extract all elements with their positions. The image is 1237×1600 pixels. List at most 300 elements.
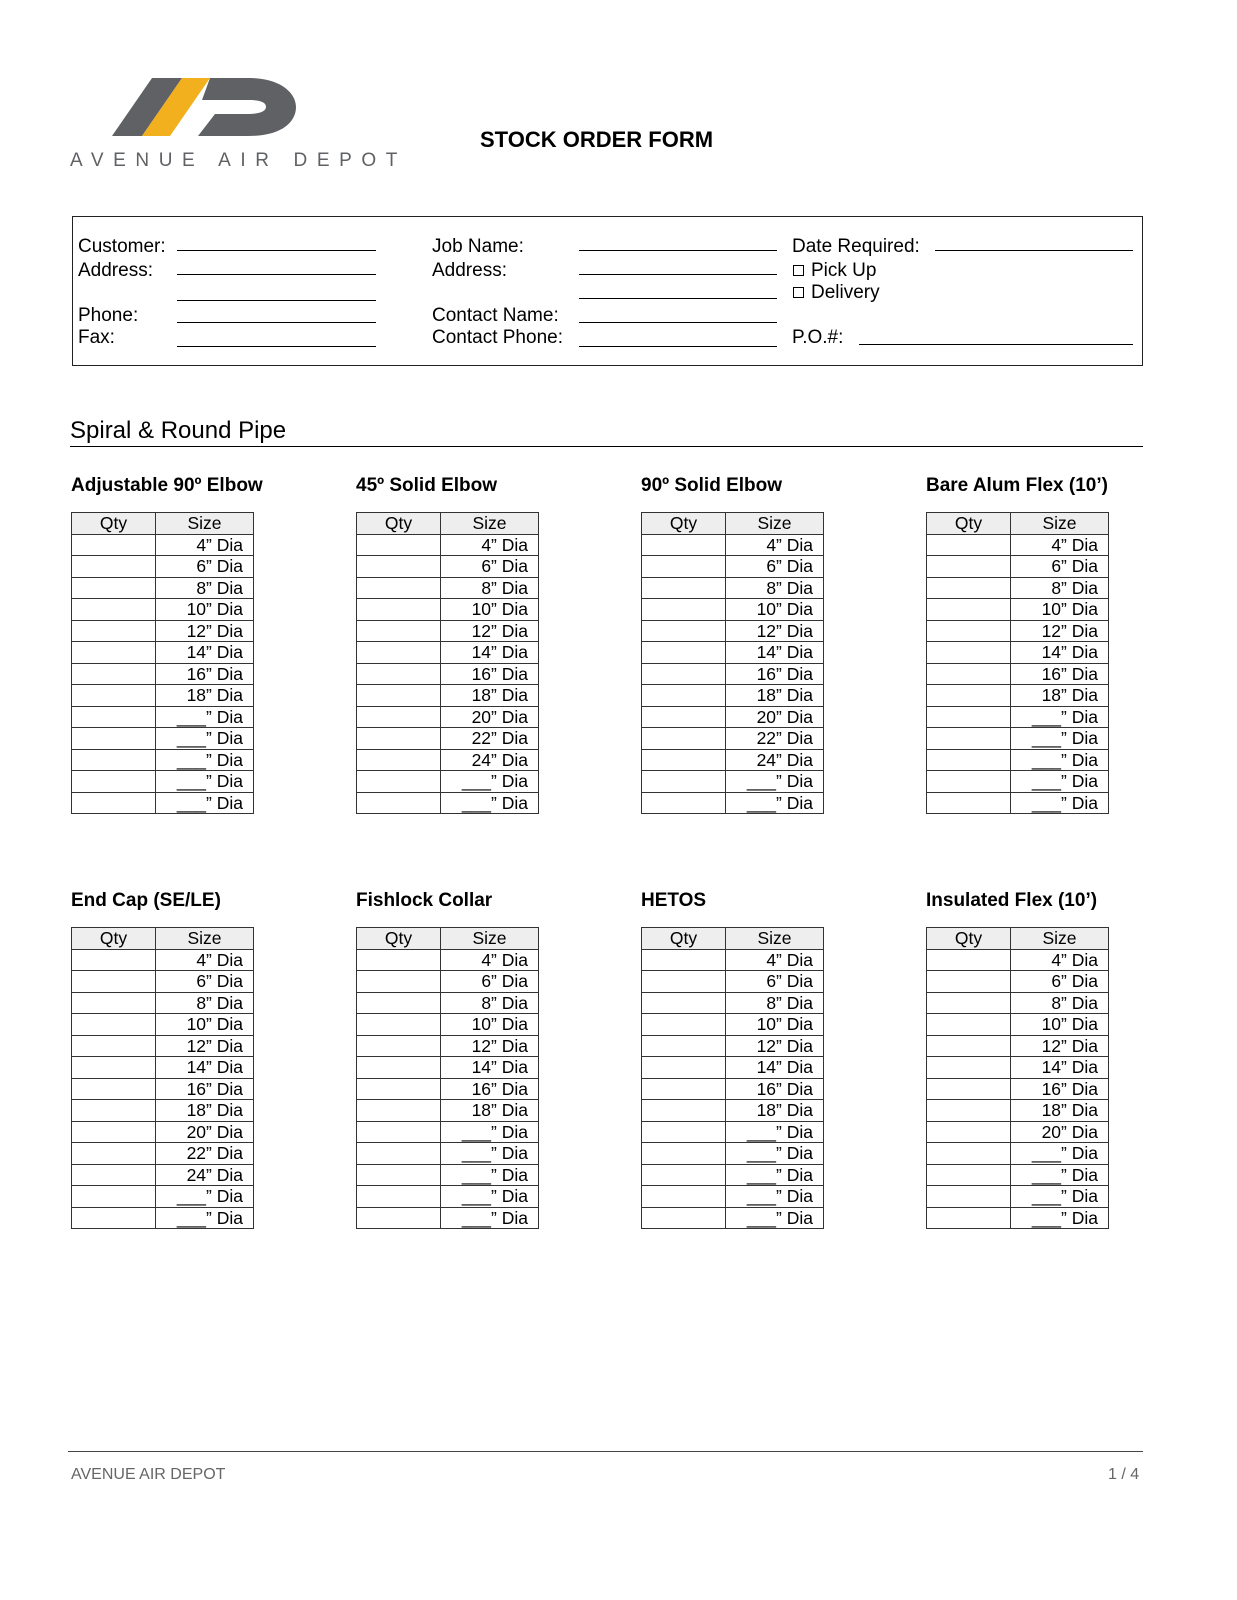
qty-cell[interactable] xyxy=(642,1186,726,1208)
job-name-label: Job Name: xyxy=(432,236,524,257)
job-name-field[interactable] xyxy=(579,250,777,251)
qty-cell[interactable] xyxy=(642,949,726,971)
table-row xyxy=(642,534,824,556)
qty-cell[interactable] xyxy=(927,949,1011,971)
size-cell: 10” Dia xyxy=(1011,1014,1109,1036)
logo-text: AVENUE AIR DEPOT xyxy=(70,150,407,171)
size-cell: 6” Dia xyxy=(1011,971,1109,993)
qty-cell[interactable] xyxy=(642,706,726,728)
table-row xyxy=(357,792,539,814)
qty-cell[interactable] xyxy=(357,534,441,556)
table-title: Adjustable 90º Elbow xyxy=(71,475,263,496)
address-field[interactable] xyxy=(177,274,376,275)
size-cell: 22” Dia xyxy=(441,728,539,750)
size-cell: 10” Dia xyxy=(1011,599,1109,621)
size-cell: ___” Dia xyxy=(1011,749,1109,771)
table-header-row xyxy=(357,513,539,535)
table-row xyxy=(357,1121,539,1143)
qty-cell[interactable] xyxy=(357,1078,441,1100)
size-cell: 4” Dia xyxy=(441,534,539,556)
qty-cell[interactable] xyxy=(357,728,441,750)
qty-cell[interactable] xyxy=(642,1014,726,1036)
table-row xyxy=(927,534,1109,556)
qty-cell[interactable] xyxy=(357,1207,441,1229)
table-row xyxy=(357,771,539,793)
customer-field[interactable] xyxy=(177,250,376,251)
qty-cell[interactable] xyxy=(72,1100,156,1122)
qty-cell[interactable] xyxy=(72,1207,156,1229)
qty-cell[interactable] xyxy=(927,1164,1011,1186)
qty-cell[interactable] xyxy=(72,949,156,971)
company-logo xyxy=(70,78,407,174)
table-row xyxy=(642,706,824,728)
qty-cell[interactable] xyxy=(927,1207,1011,1229)
table-row xyxy=(357,1207,539,1229)
qty-cell[interactable] xyxy=(72,728,156,750)
qty-cell[interactable] xyxy=(927,792,1011,814)
size-cell: ___” Dia xyxy=(1011,771,1109,793)
size-cell: ___” Dia xyxy=(726,771,824,793)
qty-cell[interactable] xyxy=(642,992,726,1014)
table-row xyxy=(72,1143,254,1165)
table-row xyxy=(642,949,824,971)
size-cell: 6” Dia xyxy=(726,971,824,993)
qty-cell[interactable] xyxy=(927,706,1011,728)
qty-cell[interactable] xyxy=(642,728,726,750)
pick-up-checkbox[interactable] xyxy=(793,265,804,276)
size-cell: 12” Dia xyxy=(441,1035,539,1057)
qty-cell[interactable] xyxy=(927,749,1011,771)
qty-cell[interactable] xyxy=(642,556,726,578)
size-cell: ___” Dia xyxy=(1011,1186,1109,1208)
qty-header: Qty xyxy=(72,513,156,535)
qty-cell[interactable] xyxy=(642,792,726,814)
size-cell: 14” Dia xyxy=(726,642,824,664)
qty-header: Qty xyxy=(642,513,726,535)
order-table xyxy=(356,927,539,1229)
size-cell: 12” Dia xyxy=(441,620,539,642)
size-cell: ___” Dia xyxy=(156,706,254,728)
qty-cell[interactable] xyxy=(72,642,156,664)
fax-label: Fax: xyxy=(78,327,115,348)
table-row xyxy=(72,1186,254,1208)
page-title: STOCK ORDER FORM xyxy=(480,127,714,152)
size-cell: 18” Dia xyxy=(441,685,539,707)
size-cell: ___” Dia xyxy=(726,1164,824,1186)
qty-cell[interactable] xyxy=(642,1164,726,1186)
table-row xyxy=(357,1035,539,1057)
section-title: Spiral & Round Pipe xyxy=(70,417,287,444)
qty-cell[interactable] xyxy=(357,620,441,642)
qty-cell[interactable] xyxy=(72,1143,156,1165)
qty-cell[interactable] xyxy=(72,1186,156,1208)
table-row xyxy=(642,1121,824,1143)
qty-cell[interactable] xyxy=(72,1121,156,1143)
page-number: 1 / 4 xyxy=(1108,1466,1140,1483)
date-required-field[interactable] xyxy=(935,250,1133,251)
job-address-field-2[interactable] xyxy=(579,298,777,299)
table-row xyxy=(927,1121,1109,1143)
table-row xyxy=(642,663,824,685)
table-row xyxy=(927,1143,1109,1165)
pick-up-label: Pick Up xyxy=(811,260,877,281)
qty-cell[interactable] xyxy=(357,1014,441,1036)
delivery-option[interactable] xyxy=(793,282,880,304)
qty-cell[interactable] xyxy=(642,1035,726,1057)
size-cell: ___” Dia xyxy=(726,1121,824,1143)
table-title: End Cap (SE/LE) xyxy=(71,890,221,911)
table-row xyxy=(357,992,539,1014)
size-cell: 10” Dia xyxy=(156,1014,254,1036)
qty-cell[interactable] xyxy=(642,971,726,993)
qty-cell[interactable] xyxy=(72,792,156,814)
size-cell: ___” Dia xyxy=(441,1121,539,1143)
size-header: Size xyxy=(726,513,824,535)
size-cell: 18” Dia xyxy=(441,1100,539,1122)
qty-cell[interactable] xyxy=(357,577,441,599)
qty-cell[interactable] xyxy=(927,1143,1011,1165)
size-cell: ___” Dia xyxy=(156,728,254,750)
size-cell: 10” Dia xyxy=(726,1014,824,1036)
size-cell: ___” Dia xyxy=(156,792,254,814)
table-title: Fishlock Collar xyxy=(356,890,493,911)
qty-header: Qty xyxy=(357,513,441,535)
qty-cell[interactable] xyxy=(927,663,1011,685)
table-row xyxy=(927,577,1109,599)
qty-cell[interactable] xyxy=(357,685,441,707)
table-row xyxy=(72,771,254,793)
qty-cell[interactable] xyxy=(642,642,726,664)
qty-cell[interactable] xyxy=(927,728,1011,750)
size-header: Size xyxy=(726,928,824,950)
table-row xyxy=(72,577,254,599)
qty-cell[interactable] xyxy=(357,992,441,1014)
size-cell: 18” Dia xyxy=(1011,1100,1109,1122)
table-row xyxy=(927,685,1109,707)
qty-cell[interactable] xyxy=(927,1035,1011,1057)
qty-cell[interactable] xyxy=(357,642,441,664)
size-cell: ___” Dia xyxy=(1011,1164,1109,1186)
qty-cell[interactable] xyxy=(642,1100,726,1122)
size-cell: 12” Dia xyxy=(726,620,824,642)
table-row xyxy=(72,792,254,814)
qty-cell[interactable] xyxy=(642,577,726,599)
qty-cell[interactable] xyxy=(642,599,726,621)
qty-cell[interactable] xyxy=(642,663,726,685)
size-cell: 14” Dia xyxy=(726,1057,824,1079)
qty-cell[interactable] xyxy=(927,1100,1011,1122)
size-cell: 6” Dia xyxy=(441,556,539,578)
table-row xyxy=(72,1164,254,1186)
table-row xyxy=(927,620,1109,642)
size-cell: 20” Dia xyxy=(1011,1121,1109,1143)
table-title: HETOS xyxy=(641,890,707,911)
size-cell: 4” Dia xyxy=(726,534,824,556)
qty-cell[interactable] xyxy=(72,556,156,578)
table-row xyxy=(927,1014,1109,1036)
size-cell: 14” Dia xyxy=(441,642,539,664)
table-row xyxy=(642,1014,824,1036)
table-row xyxy=(927,792,1109,814)
table-header-row xyxy=(927,928,1109,950)
qty-cell[interactable] xyxy=(927,534,1011,556)
table-row xyxy=(357,706,539,728)
qty-cell[interactable] xyxy=(927,685,1011,707)
qty-cell[interactable] xyxy=(72,534,156,556)
qty-cell[interactable] xyxy=(72,1057,156,1079)
table-row xyxy=(72,1035,254,1057)
size-cell: 16” Dia xyxy=(726,1078,824,1100)
table-row xyxy=(927,1035,1109,1057)
qty-cell[interactable] xyxy=(927,971,1011,993)
job-address-field[interactable] xyxy=(579,274,777,275)
qty-header: Qty xyxy=(642,928,726,950)
qty-cell[interactable] xyxy=(357,599,441,621)
qty-cell[interactable] xyxy=(72,1078,156,1100)
size-cell: 16” Dia xyxy=(1011,1078,1109,1100)
table-row xyxy=(72,971,254,993)
qty-cell[interactable] xyxy=(927,599,1011,621)
table-row xyxy=(357,1164,539,1186)
section-divider xyxy=(70,446,1143,447)
size-header: Size xyxy=(156,513,254,535)
qty-cell[interactable] xyxy=(357,1121,441,1143)
table-row xyxy=(927,992,1109,1014)
qty-cell[interactable] xyxy=(642,1207,726,1229)
qty-cell[interactable] xyxy=(357,771,441,793)
table-header-row xyxy=(72,928,254,950)
qty-cell[interactable] xyxy=(72,599,156,621)
table-title: 90º Solid Elbow xyxy=(641,475,783,496)
order-table xyxy=(926,927,1109,1229)
size-cell: 4” Dia xyxy=(726,949,824,971)
qty-cell[interactable] xyxy=(357,792,441,814)
table-row xyxy=(72,534,254,556)
size-cell: 20” Dia xyxy=(726,706,824,728)
size-cell: ___” Dia xyxy=(1011,706,1109,728)
table-row xyxy=(927,771,1109,793)
table-row xyxy=(72,949,254,971)
qty-cell[interactable] xyxy=(357,706,441,728)
qty-header: Qty xyxy=(72,928,156,950)
size-cell: 24” Dia xyxy=(726,749,824,771)
contact-phone-field[interactable] xyxy=(579,346,777,347)
table-row xyxy=(72,556,254,578)
qty-cell[interactable] xyxy=(357,749,441,771)
table-row xyxy=(357,949,539,971)
size-cell: 6” Dia xyxy=(1011,556,1109,578)
delivery-checkbox[interactable] xyxy=(793,287,804,298)
table-row xyxy=(72,1014,254,1036)
size-cell: 12” Dia xyxy=(726,1035,824,1057)
table-row xyxy=(357,663,539,685)
size-cell: 8” Dia xyxy=(1011,992,1109,1014)
size-cell: 6” Dia xyxy=(156,971,254,993)
size-cell: ___” Dia xyxy=(1011,1207,1109,1229)
table-title: Bare Alum Flex (10’) xyxy=(926,475,1108,496)
table-row xyxy=(72,728,254,750)
qty-cell[interactable] xyxy=(72,1164,156,1186)
order-table xyxy=(71,512,254,814)
qty-cell[interactable] xyxy=(357,663,441,685)
size-cell: 18” Dia xyxy=(1011,685,1109,707)
table-row xyxy=(72,1100,254,1122)
table-row xyxy=(357,642,539,664)
po-field[interactable] xyxy=(859,344,1133,345)
qty-cell[interactable] xyxy=(72,749,156,771)
phone-field[interactable] xyxy=(177,322,376,323)
size-cell: ___” Dia xyxy=(156,749,254,771)
table-header-row xyxy=(357,928,539,950)
size-cell: 8” Dia xyxy=(1011,577,1109,599)
qty-cell[interactable] xyxy=(357,1164,441,1186)
size-cell: 20” Dia xyxy=(441,706,539,728)
po-label: P.O.#: xyxy=(792,327,844,348)
qty-cell[interactable] xyxy=(927,1014,1011,1036)
size-cell: ___” Dia xyxy=(726,1207,824,1229)
qty-header: Qty xyxy=(927,513,1011,535)
qty-cell[interactable] xyxy=(642,534,726,556)
size-cell: ___” Dia xyxy=(1011,1143,1109,1165)
contact-name-field[interactable] xyxy=(579,322,777,323)
table-row xyxy=(642,749,824,771)
size-cell: ___” Dia xyxy=(156,1207,254,1229)
contact-phone-label: Contact Phone: xyxy=(432,327,563,348)
qty-cell[interactable] xyxy=(72,685,156,707)
table-row xyxy=(927,749,1109,771)
table-row xyxy=(642,1143,824,1165)
qty-cell[interactable] xyxy=(357,1057,441,1079)
table-row xyxy=(72,685,254,707)
logo-mark-icon xyxy=(70,78,310,140)
size-cell: 24” Dia xyxy=(441,749,539,771)
qty-cell[interactable] xyxy=(72,1014,156,1036)
table-row xyxy=(357,1100,539,1122)
size-cell: 8” Dia xyxy=(726,577,824,599)
qty-cell[interactable] xyxy=(927,1186,1011,1208)
table-row xyxy=(357,685,539,707)
table-row xyxy=(642,971,824,993)
qty-cell[interactable] xyxy=(357,556,441,578)
qty-cell[interactable] xyxy=(642,749,726,771)
table-row xyxy=(357,728,539,750)
size-cell: 16” Dia xyxy=(726,663,824,685)
qty-cell[interactable] xyxy=(927,642,1011,664)
table-row xyxy=(642,556,824,578)
table-row xyxy=(357,556,539,578)
qty-cell[interactable] xyxy=(642,1078,726,1100)
address-label: Address: xyxy=(78,260,153,281)
qty-cell[interactable] xyxy=(927,556,1011,578)
size-cell: ___” Dia xyxy=(156,771,254,793)
table-title: 45º Solid Elbow xyxy=(356,475,498,496)
table-row xyxy=(72,1207,254,1229)
size-cell: 18” Dia xyxy=(156,685,254,707)
fax-field[interactable] xyxy=(177,346,376,347)
size-cell: 12” Dia xyxy=(156,620,254,642)
qty-cell[interactable] xyxy=(927,1078,1011,1100)
qty-cell[interactable] xyxy=(72,1035,156,1057)
size-cell: 22” Dia xyxy=(726,728,824,750)
qty-cell[interactable] xyxy=(927,577,1011,599)
qty-cell[interactable] xyxy=(927,771,1011,793)
table-row xyxy=(357,1186,539,1208)
size-cell: ___” Dia xyxy=(441,771,539,793)
qty-cell[interactable] xyxy=(72,577,156,599)
size-cell: 4” Dia xyxy=(441,949,539,971)
pick-up-option[interactable] xyxy=(793,260,876,282)
qty-cell[interactable] xyxy=(642,1121,726,1143)
qty-cell[interactable] xyxy=(642,620,726,642)
table-row xyxy=(927,1164,1109,1186)
table-row xyxy=(927,706,1109,728)
size-cell: 14” Dia xyxy=(1011,642,1109,664)
size-cell: 18” Dia xyxy=(156,1100,254,1122)
qty-cell[interactable] xyxy=(72,992,156,1014)
qty-cell[interactable] xyxy=(927,1057,1011,1079)
table-row xyxy=(927,1057,1109,1079)
size-cell: 10” Dia xyxy=(441,599,539,621)
size-cell: 16” Dia xyxy=(441,663,539,685)
qty-cell[interactable] xyxy=(357,971,441,993)
table-row xyxy=(927,728,1109,750)
qty-cell[interactable] xyxy=(357,1035,441,1057)
table-row xyxy=(72,1121,254,1143)
size-cell: 8” Dia xyxy=(156,992,254,1014)
size-cell: 18” Dia xyxy=(726,685,824,707)
size-cell: 10” Dia xyxy=(441,1014,539,1036)
table-row xyxy=(357,1143,539,1165)
size-cell: 14” Dia xyxy=(441,1057,539,1079)
size-cell: 4” Dia xyxy=(1011,949,1109,971)
table-row xyxy=(642,1035,824,1057)
size-header: Size xyxy=(441,928,539,950)
phone-label: Phone: xyxy=(78,305,139,326)
qty-cell[interactable] xyxy=(927,992,1011,1014)
address-field-2[interactable] xyxy=(177,300,376,301)
table-row xyxy=(642,792,824,814)
qty-cell[interactable] xyxy=(642,685,726,707)
qty-cell[interactable] xyxy=(642,1057,726,1079)
qty-cell[interactable] xyxy=(927,1121,1011,1143)
table-row xyxy=(927,971,1109,993)
table-row xyxy=(927,1078,1109,1100)
qty-cell[interactable] xyxy=(357,1143,441,1165)
table-header-row xyxy=(72,513,254,535)
qty-cell[interactable] xyxy=(72,663,156,685)
table-row xyxy=(927,1207,1109,1229)
table-row xyxy=(642,728,824,750)
qty-cell[interactable] xyxy=(72,620,156,642)
order-table xyxy=(641,512,824,814)
qty-cell[interactable] xyxy=(642,771,726,793)
qty-cell[interactable] xyxy=(72,971,156,993)
qty-cell[interactable] xyxy=(357,949,441,971)
qty-header: Qty xyxy=(357,928,441,950)
qty-cell[interactable] xyxy=(357,1186,441,1208)
qty-cell[interactable] xyxy=(72,706,156,728)
table-row xyxy=(357,534,539,556)
qty-cell[interactable] xyxy=(642,1143,726,1165)
size-cell: 8” Dia xyxy=(441,992,539,1014)
table-row xyxy=(72,749,254,771)
table-row xyxy=(927,1100,1109,1122)
table-row xyxy=(642,599,824,621)
qty-cell[interactable] xyxy=(927,620,1011,642)
customer-label: Customer: xyxy=(78,236,166,257)
qty-cell[interactable] xyxy=(72,771,156,793)
qty-cell[interactable] xyxy=(357,1100,441,1122)
